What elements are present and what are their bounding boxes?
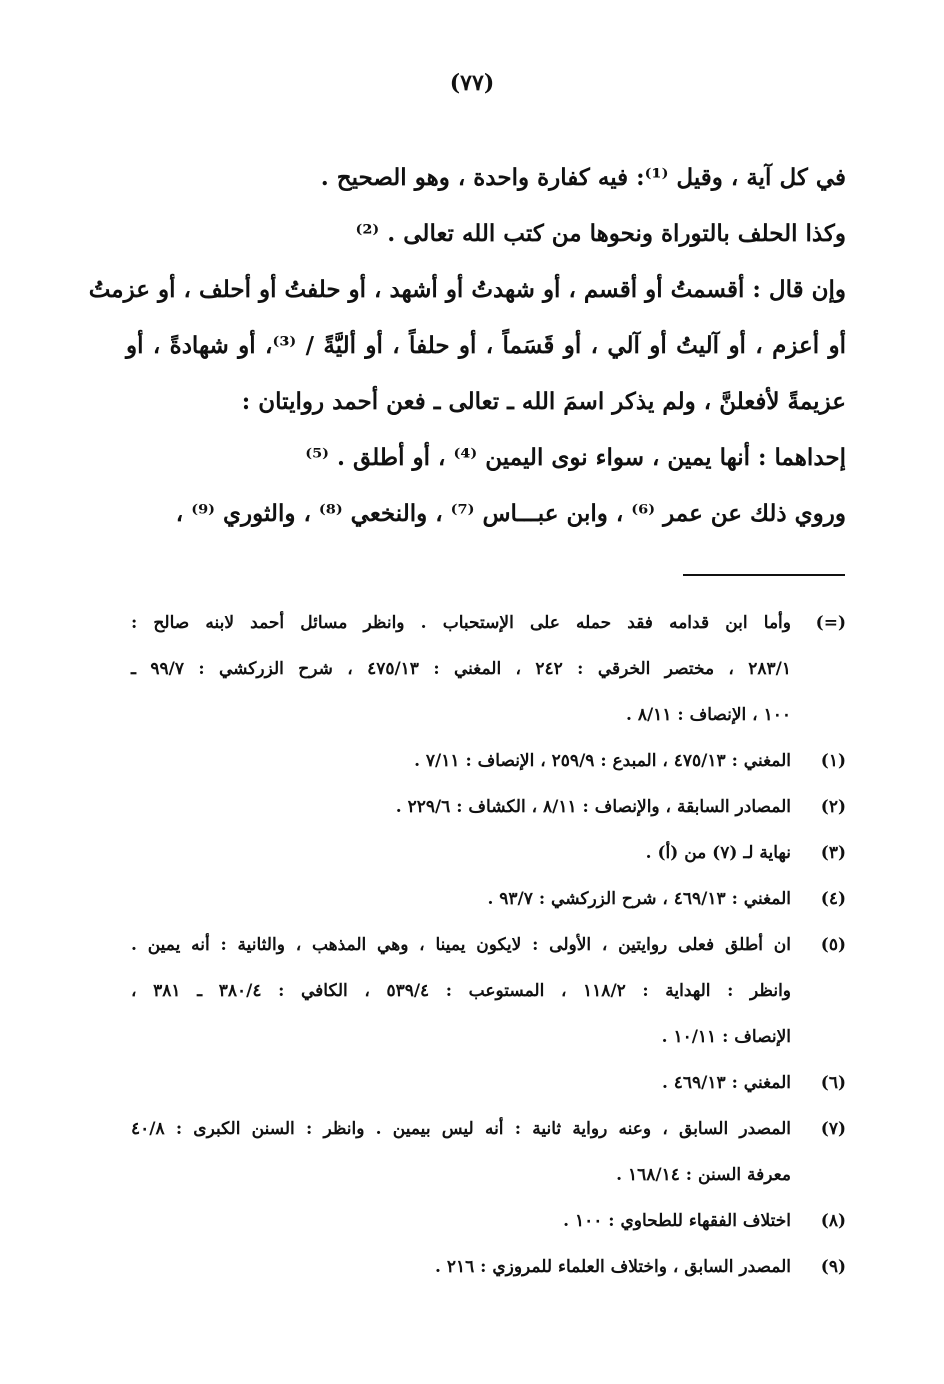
footnote-line: ان أطلق فعلى روايتين ، الأولى : لايكون يمينا ، وهي المذهب ، والثانية : أنه يمين . <box>131 935 791 955</box>
text-line: أو أعزم ، أو آليتُ أو آلي ، أو قَسَماً ، أو حلفاً ، أو أليَّةً / ⁽³⁾، أو شهادةً ، أو <box>126 332 846 359</box>
footnote <box>131 876 846 922</box>
footnote-text <box>131 1060 791 1106</box>
footnote-marker: (٧) <box>820 1119 846 1139</box>
footnote-text <box>131 1106 791 1198</box>
footnote-marker: (٨) <box>820 1211 846 1231</box>
footnote-line: اختلاف الفقهاء للطحاوي : ١٠٠ . <box>563 1211 791 1231</box>
footnote-line: المصدر السابق ، وعنه رواية ثانية : أنه ليس بيمين . وانظر : السنن الكبرى : ٤٠/٨ <box>131 1119 791 1139</box>
footnote <box>131 1244 846 1290</box>
footnote-line: المغني : ٤٦٩/١٣ . <box>661 1073 791 1093</box>
footnote-marker: (٣) <box>820 843 846 863</box>
footnote-text <box>131 738 791 784</box>
footnote-line: الإنصاف : ١٠/١١ . <box>661 1027 791 1047</box>
footnote-text <box>131 830 791 876</box>
text-line: وروي ذلك عن عمر ⁽⁶⁾ ، وابن عبـــاس ⁽⁷⁾ ، والنخعي ⁽⁸⁾ ، والثوري ⁽⁹⁾ ، <box>175 500 846 527</box>
footnote-marker: (٥) <box>820 935 846 955</box>
text-line: عزيمةً لأفعلنَّ ، ولم يذكر اسمَ الله ـ تعالى ـ فعن أحمد روايتان : <box>241 388 846 415</box>
footnote-text <box>131 1198 791 1244</box>
footnote-text <box>131 1244 791 1290</box>
text-line: وإن قال : أقسمتُ أو أقسم ، أو شهدتُ أو أشهد ، أو حلفتُ أو أحلف ، أو عزمتُ <box>88 276 846 303</box>
footnote-line: المصادر السابقة ، والإنصاف : ٨/١١ ، الكشاف : ٢٢٩/٦ . <box>395 797 791 817</box>
footnote <box>131 1106 846 1198</box>
footnote-divider <box>683 574 845 576</box>
footnote <box>131 1060 846 1106</box>
footnote-marker: (١) <box>820 751 846 771</box>
footnote-line: المغني : ٤٧٥/١٣ ، المبدع : ٢٥٩/٩ ، الإنصاف : ٧/١١ . <box>414 751 791 771</box>
footnote-marker: (٤) <box>820 889 846 909</box>
text-line: وكذا الحلف بالتوراة ونحوها من كتب الله تعالى . ⁽²⁾ <box>355 220 846 247</box>
footnote-line: معرفة السنن : ١٦٨/١٤ . <box>616 1165 791 1185</box>
footnote-line: ١٠٠ ، الإنصاف : ٨/١١ . <box>626 705 791 725</box>
footnote-line: المصدر السابق ، واختلاف العلماء للمروزي : ٢١٦ . <box>434 1257 791 1277</box>
main-text <box>88 150 846 542</box>
footnote-line: وانظر : الهداية : ١١٨/٢ ، المستوعب : ٥٣٩/٤ ، الكافي : ٣٨٠/٤ ـ ٣٨١ ، <box>131 981 792 1001</box>
footnote <box>131 784 846 830</box>
footnote-line: ٢٨٣/١ ، مختصر الخرقي : ٢٤٢ ، المغني : ٤٧٥/١٣ ، شرح الزركشي : ٩٩/٧ ـ <box>131 659 792 679</box>
footnotes <box>131 600 846 1290</box>
text-line: في كل آية ، وقيل ⁽¹⁾: فيه كفارة واحدة ، وهو الصحيح . <box>320 164 846 191</box>
footnote-marker: (٦) <box>820 1073 846 1093</box>
footnote <box>131 1198 846 1244</box>
footnote-line: نهاية لـ (٧) من (أ) . <box>645 843 791 863</box>
footnote-text <box>131 784 791 830</box>
footnote-line: وأما ابن قدامه فقد حمله على الإستحباب . وانظر مسائل أحمد لابنه صالح : <box>131 613 791 633</box>
footnote-marker: (٢) <box>820 797 846 817</box>
footnote <box>131 600 846 738</box>
page-number: (٧٧) <box>449 70 495 96</box>
footnote-marker: (٩) <box>820 1257 846 1277</box>
footnote-marker: (=) <box>815 613 846 633</box>
footnote-line: المغني : ٤٦٩/١٣ ، شرح الزركشي : ٩٣/٧ . <box>487 889 791 909</box>
footnote <box>131 830 846 876</box>
footnote-text <box>131 922 791 1060</box>
footnote-text <box>131 876 791 922</box>
text-line: إحداهما : أنها يمين ، سواء نوى اليمين ⁽⁴⁾ ، أو أطلق . ⁽⁵⁾ <box>305 444 846 471</box>
footnote <box>131 738 846 784</box>
footnote <box>131 922 846 1060</box>
footnote-text <box>131 600 791 738</box>
